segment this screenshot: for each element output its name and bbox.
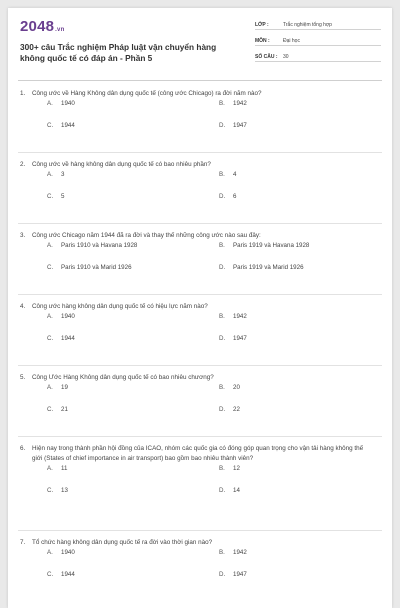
answer-option[interactable] [47,487,68,494]
document-meta [255,18,381,66]
document-page [8,8,392,608]
answer-letter: B. [219,313,225,320]
meta-class-row [255,18,381,30]
answer-text: 1947 [233,571,247,578]
question-text [20,444,380,463]
answer-option[interactable] [219,406,240,413]
answer-option[interactable] [219,122,247,129]
answer-option[interactable] [47,122,75,129]
answer-option[interactable] [47,384,68,391]
answer-text: 20 [233,384,240,391]
document-header [8,8,392,80]
answer-text: 12 [233,464,240,472]
question-body: Công Ước Hàng Không dân dụng quốc tế có bao nhiêu chương? [32,374,214,381]
question-item [8,294,392,365]
answer-option[interactable] [219,465,240,472]
answer-letter: B. [219,242,225,249]
answer-text: 1942 [233,313,247,320]
answer-option[interactable] [219,313,247,320]
answer-text: 1942 [233,549,247,556]
answer-option[interactable] [219,487,240,494]
question-text [20,538,380,548]
answer-text: 6 [233,193,237,200]
answer-letter: A. [47,100,53,107]
question-number: 7. [20,539,26,546]
question-number: 4. [20,303,26,310]
answer-text: 1944 [61,335,75,342]
answer-option[interactable] [219,100,247,107]
answer-option[interactable] [47,465,67,472]
answer-option[interactable] [47,313,75,320]
answer-letter: B. [219,549,225,556]
answer-letter: D. [219,264,226,271]
answer-letter: C. [47,264,54,271]
answer-text: 1940 [61,100,75,107]
question-number: 1. [20,90,26,97]
answer-text: 11 [61,464,68,472]
answer-letter: A. [47,549,53,556]
answer-text: 1944 [61,122,75,129]
answer-letter: D. [219,571,226,578]
answer-option[interactable] [47,264,132,271]
answer-letter: B. [219,464,225,472]
meta-value: Đại học [283,38,300,44]
answer-text: Paris 1919 và Havana 1928 [233,242,310,249]
answer-letter: B. [219,171,225,178]
question-body: Tổ chức hàng không dân dụng quốc tế ra đời vào thời gian nào? [32,539,213,546]
logo-main: 2048 [20,18,55,35]
question-body: Công ước Chicago năm 1944 đã ra đời và thay thế những công ước nào sau đây: [32,232,261,239]
answer-option[interactable] [219,549,247,556]
question-text [20,373,380,383]
answer-letter: D. [219,406,226,413]
question-item [8,530,392,601]
answer-text: 3 [61,171,65,178]
answer-option[interactable] [219,242,309,249]
answer-text: Paris 1910 và Marid 1926 [61,264,132,271]
answer-text: 14 [233,486,240,494]
answer-option[interactable] [47,335,75,342]
answer-letter: C. [47,122,54,129]
answer-letter: B. [219,384,225,391]
answer-letter: D. [219,122,226,129]
meta-label: SỐ CÂU : [255,54,278,60]
answer-option[interactable] [47,171,64,178]
answer-text: Paris 1919 và Marid 1926 [233,264,304,271]
answer-letter: C. [47,193,54,200]
answer-letter: D. [219,193,226,200]
logo-tld: .vn [55,27,65,33]
answer-letter: D. [219,486,226,494]
question-text [20,160,380,170]
answer-text: 21 [61,406,68,413]
answer-letter: A. [47,384,53,391]
answer-letter: C. [47,571,54,578]
answer-letter: C. [47,486,54,494]
question-number: 5. [20,374,26,381]
answer-text: 22 [233,406,240,413]
meta-subject-row [255,34,381,46]
question-list [8,81,392,601]
answer-letter: A. [47,464,53,472]
answer-text: 1940 [61,313,75,320]
question-number: 2. [20,161,26,168]
meta-value: 30 [283,54,289,60]
question-number: 6. [20,445,26,452]
answer-text: 1940 [61,549,75,556]
answer-letter: C. [47,335,54,342]
answer-text: 1947 [233,122,247,129]
question-number: 3. [20,232,26,239]
answer-option[interactable] [47,549,75,556]
answer-option[interactable] [219,193,236,200]
answer-text: 1947 [233,335,247,342]
answer-option[interactable] [47,406,68,413]
answer-letter: A. [47,242,53,249]
answer-letter: A. [47,171,53,178]
answer-text: 5 [61,193,65,200]
question-body: Công ước hàng không dân dụng quốc tế có hiệu lực năm nào? [32,303,208,310]
meta-count-row [255,50,381,62]
question-item [8,223,392,294]
question-item [8,152,392,223]
answer-option[interactable] [47,100,75,107]
question-item [8,365,392,436]
answer-option[interactable] [219,171,236,178]
answer-text: 1944 [61,571,75,578]
question-item [8,436,392,530]
answer-letter: D. [219,335,226,342]
question-text [20,231,380,241]
document-title: 300+ câu Trắc nghiệm Pháp luật vận chuyển hàng không quốc tế có đáp án - Phần 5 [20,42,217,63]
answer-option[interactable] [47,193,64,200]
answer-text: 1942 [233,100,247,107]
answer-option[interactable] [219,264,304,271]
answer-option[interactable] [219,571,247,578]
meta-label: MÔN : [255,38,270,44]
question-body: Công ước về Hàng Không dân dụng quốc tế (công ước Chicago) ra đời năm nào? [32,90,262,97]
question-text [20,302,380,312]
meta-value: Trắc nghiệm tổng hợp [283,22,332,28]
answer-text: 4 [233,171,237,178]
answer-option[interactable] [47,242,137,249]
question-body: Công ước về hàng không dân dụng quốc tế có bao nhiêu phần? [32,161,211,168]
question-text [20,89,380,99]
question-item [8,81,392,152]
answer-option[interactable] [219,335,247,342]
answer-letter: B. [219,100,225,107]
answer-option[interactable] [47,571,75,578]
answer-text: 19 [61,384,68,391]
answer-text: 13 [61,486,68,494]
answer-option[interactable] [219,384,240,391]
answer-letter: A. [47,313,53,320]
answer-letter: C. [47,406,54,413]
answer-text: Paris 1910 và Havana 1928 [61,242,138,249]
meta-label: LỚP : [255,22,269,28]
question-body: Hiện nay trong thành phần hội đồng của ICAO, nhóm các quốc gia có đóng góp quan trọng cho vận tải hàng không thế giới (States of chief importance in air transport) bao gồm bao nhiêu thành viên? [32,445,364,462]
